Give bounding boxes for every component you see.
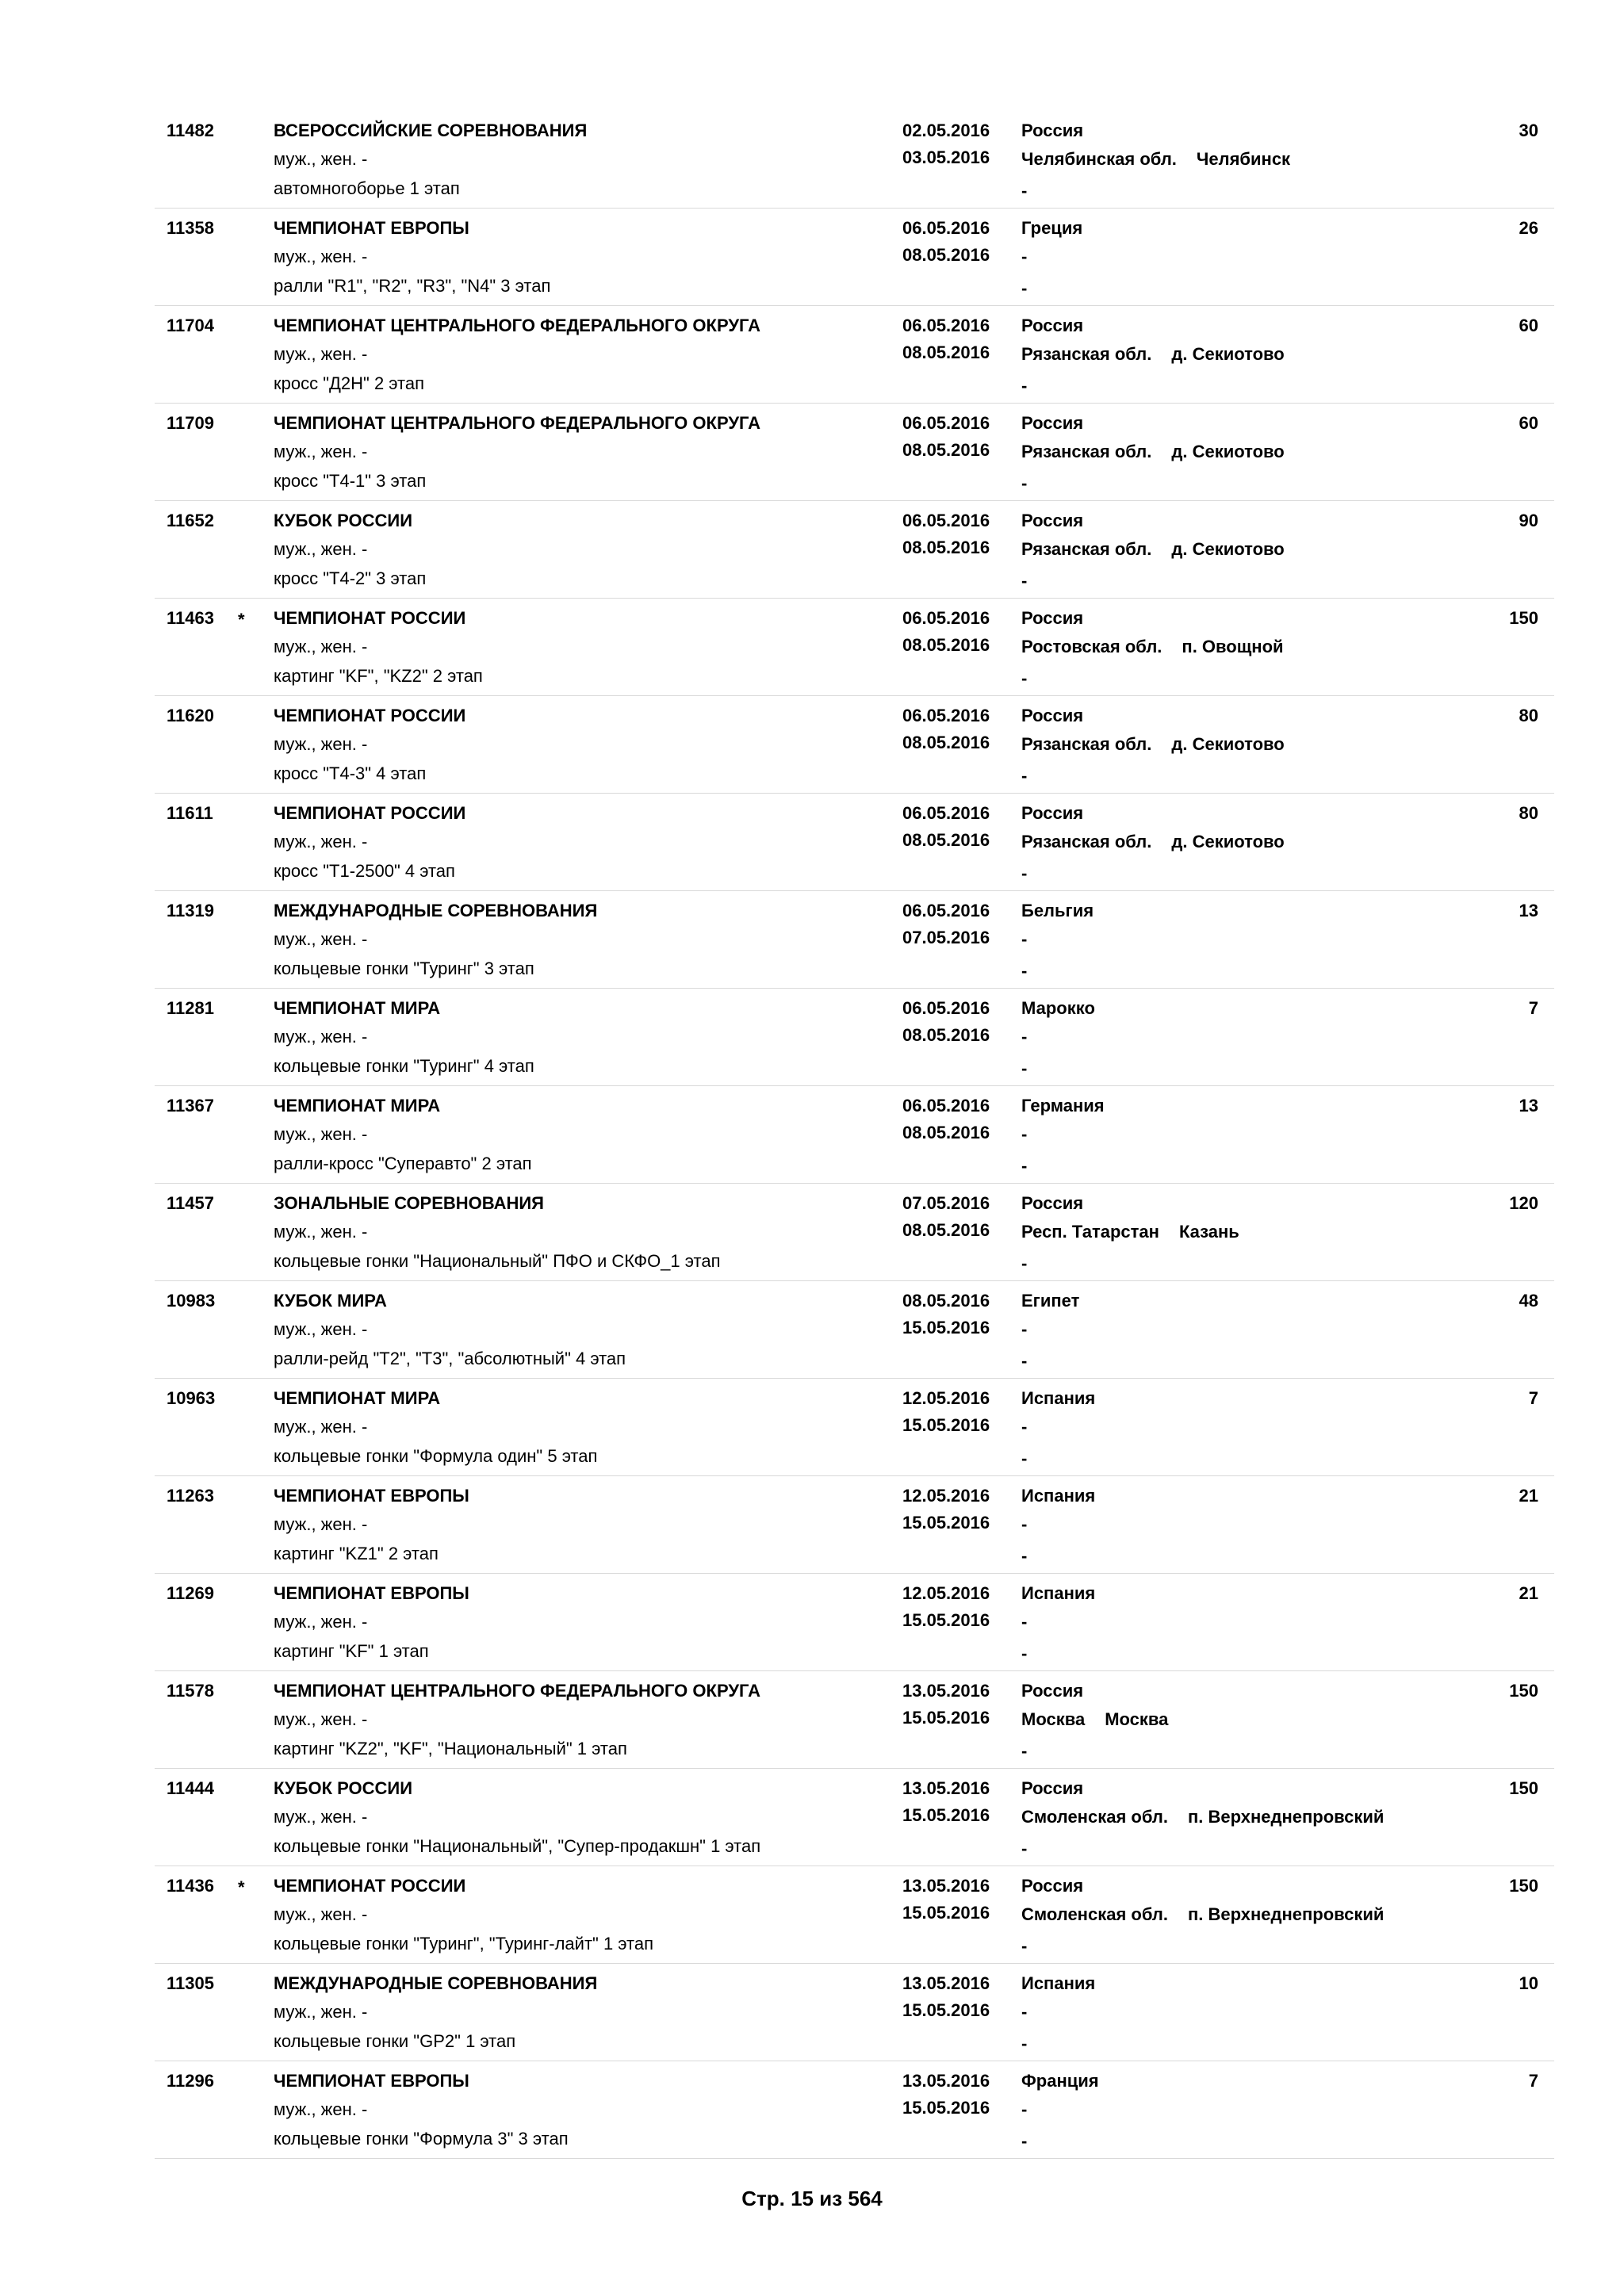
discipline-label: кольцевые гонки "Туринг" 3 этап xyxy=(274,959,534,978)
participant-count: 150 xyxy=(1509,1681,1538,1701)
date-start: 02.05.2016 xyxy=(902,121,990,140)
city-name: д. Секиотово xyxy=(1171,442,1285,461)
city-name: д. Секиотово xyxy=(1171,344,1285,364)
location xyxy=(1021,1222,1239,1242)
country-name: Россия xyxy=(1021,1681,1084,1701)
event-title: ЧЕМПИОНАТ ЕВРОПЫ xyxy=(274,218,469,238)
date-end: 15.05.2016 xyxy=(902,1318,990,1337)
event-id: 11263 xyxy=(167,1486,214,1506)
date-start: 06.05.2016 xyxy=(902,413,990,433)
event-title: ЗОНАЛЬНЫЕ СОРЕВНОВАНИЯ xyxy=(274,1193,544,1213)
region-name: - xyxy=(1021,1514,1028,1534)
row-dash: - xyxy=(1021,766,1028,786)
region-name: Рязанская обл. xyxy=(1021,539,1152,559)
event-id: 11319 xyxy=(167,901,214,920)
gender-label: муж., жен. - xyxy=(274,442,368,461)
row-dash: - xyxy=(1021,1839,1028,1858)
location xyxy=(1021,1709,1168,1730)
row-dash: - xyxy=(1021,376,1028,396)
event-title: ЧЕМПИОНАТ РОССИИ xyxy=(274,706,466,725)
event-title: МЕЖДУНАРОДНЫЕ СОРЕВНОВАНИЯ xyxy=(274,901,598,920)
location xyxy=(1021,637,1284,657)
date-end: 03.05.2016 xyxy=(902,147,990,167)
participant-count: 21 xyxy=(1519,1583,1538,1603)
event-title: КУБОК МИРА xyxy=(274,1291,387,1311)
country-name: Россия xyxy=(1021,803,1084,823)
country-name: Германия xyxy=(1021,1096,1105,1115)
city-name: Москва xyxy=(1105,1709,1169,1729)
country-name: Россия xyxy=(1021,121,1084,140)
date-start: 06.05.2016 xyxy=(902,998,990,1018)
row-dash: - xyxy=(1021,1156,1028,1176)
star-mark: * xyxy=(238,1877,245,1897)
page-footer: Стр. 15 из 564 xyxy=(741,2187,883,2210)
gender-label: муж., жен. - xyxy=(274,2002,368,2022)
discipline-label: ралли-рейд "Т2", "Т3", "абсолютный" 4 этап xyxy=(274,1349,626,1368)
table-row xyxy=(155,1769,1554,1866)
entries-table xyxy=(155,111,1554,2159)
country-name: Россия xyxy=(1021,608,1084,628)
event-id: 11578 xyxy=(167,1681,214,1701)
event-title: ЧЕМПИОНАТ ЦЕНТРАЛЬНОГО ФЕДЕРАЛЬНОГО ОКРУГА xyxy=(274,413,760,433)
table-row xyxy=(155,111,1554,209)
event-id: 11652 xyxy=(167,511,214,530)
date-start: 06.05.2016 xyxy=(902,803,990,823)
event-id: 11269 xyxy=(167,1583,214,1603)
gender-label: муж., жен. - xyxy=(274,1319,368,1339)
region-name: - xyxy=(1021,2099,1028,2119)
date-start: 06.05.2016 xyxy=(902,901,990,920)
participant-count: 150 xyxy=(1509,1778,1538,1798)
row-dash: - xyxy=(1021,961,1028,981)
date-start: 06.05.2016 xyxy=(902,316,990,335)
gender-label: муж., жен. - xyxy=(274,1709,368,1729)
gender-label: муж., жен. - xyxy=(274,1417,368,1437)
event-title: ВСЕРОССИЙСКИЕ СОРЕВНОВАНИЯ xyxy=(274,121,588,140)
table-row xyxy=(155,891,1554,989)
event-id: 10983 xyxy=(167,1291,216,1311)
gender-label: муж., жен. - xyxy=(274,1222,368,1242)
region-name: Респ. Татарстан xyxy=(1021,1222,1159,1242)
table-row xyxy=(155,1476,1554,1574)
gender-label: муж., жен. - xyxy=(274,1124,368,1144)
location xyxy=(1021,1612,1047,1632)
event-id: 11358 xyxy=(167,218,214,238)
participant-count: 21 xyxy=(1519,1486,1538,1506)
table-row xyxy=(155,209,1554,306)
date-end: 15.05.2016 xyxy=(902,1903,990,1923)
gender-label: муж., жен. - xyxy=(274,344,368,364)
event-id: 11709 xyxy=(167,413,214,433)
participant-count: 48 xyxy=(1519,1291,1538,1311)
participant-count: 7 xyxy=(1528,1388,1538,1408)
location xyxy=(1021,1027,1047,1047)
region-name: - xyxy=(1021,1124,1028,1144)
location xyxy=(1021,929,1047,950)
country-name: Испания xyxy=(1021,1973,1096,1993)
date-end: 15.05.2016 xyxy=(902,1513,990,1533)
country-name: Россия xyxy=(1021,316,1084,335)
discipline-label: кольцевые гонки "Туринг" 4 этап xyxy=(274,1056,534,1076)
row-dash: - xyxy=(1021,473,1028,493)
region-name: Рязанская обл. xyxy=(1021,832,1152,851)
event-title: ЧЕМПИОНАТ ЦЕНТРАЛЬНОГО ФЕДЕРАЛЬНОГО ОКРУГА xyxy=(274,316,760,335)
row-dash: - xyxy=(1021,1058,1028,1078)
gender-label: муж., жен. - xyxy=(274,1612,368,1632)
discipline-label: кольцевые гонки "Формула один" 5 этап xyxy=(274,1446,598,1466)
table-row xyxy=(155,2061,1554,2159)
discipline-label: кросс "Т4-3" 4 этап xyxy=(274,763,427,783)
country-name: Россия xyxy=(1021,1778,1084,1798)
country-name: Франция xyxy=(1021,2071,1099,2091)
date-end: 08.05.2016 xyxy=(902,830,990,850)
date-end: 08.05.2016 xyxy=(902,1220,990,1240)
discipline-label: картинг "KF" 1 этап xyxy=(274,1641,429,1661)
date-end: 15.05.2016 xyxy=(902,2000,990,2020)
location xyxy=(1021,247,1047,267)
event-title: ЧЕМПИОНАТ МИРА xyxy=(274,998,441,1018)
participant-count: 80 xyxy=(1519,803,1538,823)
event-title: ЧЕМПИОНАТ МИРА xyxy=(274,1096,441,1115)
gender-label: муж., жен. - xyxy=(274,637,368,656)
event-title: ЧЕМПИОНАТ РОССИИ xyxy=(274,803,466,823)
region-name: - xyxy=(1021,1612,1028,1632)
event-id: 11281 xyxy=(167,998,214,1018)
date-end: 07.05.2016 xyxy=(902,928,990,947)
location xyxy=(1021,1514,1047,1535)
region-name: Смоленская обл. xyxy=(1021,1807,1168,1827)
city-name: п. Верхнеднепровский xyxy=(1187,1807,1385,1827)
table-row xyxy=(155,501,1554,599)
table-row xyxy=(155,696,1554,794)
region-name: - xyxy=(1021,2002,1028,2022)
region-name: Челябинская обл. xyxy=(1021,149,1177,169)
row-dash: - xyxy=(1021,2034,1028,2053)
event-title: ЧЕМПИОНАТ ЕВРОПЫ xyxy=(274,1486,469,1506)
row-dash: - xyxy=(1021,1741,1028,1761)
country-name: Египет xyxy=(1021,1291,1080,1311)
date-end: 08.05.2016 xyxy=(902,733,990,752)
region-name: Москва xyxy=(1021,1709,1086,1729)
date-end: 15.05.2016 xyxy=(902,1415,990,1435)
date-end: 08.05.2016 xyxy=(902,538,990,557)
gender-label: муж., жен. - xyxy=(274,1027,368,1047)
participant-count: 60 xyxy=(1519,316,1538,335)
event-title: ЧЕМПИОНАТ ЕВРОПЫ xyxy=(274,1583,469,1603)
table-row xyxy=(155,1379,1554,1476)
participant-count: 7 xyxy=(1528,998,1538,1018)
city-name: п. Овощной xyxy=(1182,637,1284,656)
discipline-label: кросс "Т4-2" 3 этап xyxy=(274,568,427,588)
country-name: Испания xyxy=(1021,1486,1096,1506)
table-row xyxy=(155,404,1554,501)
date-start: 13.05.2016 xyxy=(902,1973,990,1993)
event-title: КУБОК РОССИИ xyxy=(274,511,413,530)
country-name: Россия xyxy=(1021,511,1084,530)
city-name: д. Секиотово xyxy=(1171,539,1285,559)
star-mark: * xyxy=(238,610,245,629)
participant-count: 150 xyxy=(1509,608,1538,628)
country-name: Марокко xyxy=(1021,998,1095,1018)
location xyxy=(1021,1807,1384,1827)
row-dash: - xyxy=(1021,668,1028,688)
date-end: 08.05.2016 xyxy=(902,635,990,655)
city-name: Казань xyxy=(1178,1222,1239,1242)
region-name: - xyxy=(1021,1319,1028,1339)
event-id: 11482 xyxy=(167,121,214,140)
country-name: Россия xyxy=(1021,1876,1084,1896)
location xyxy=(1021,1319,1047,1340)
event-title: ЧЕМПИОНАТ МИРА xyxy=(274,1388,441,1408)
location xyxy=(1021,1124,1047,1145)
event-id: 11444 xyxy=(167,1778,214,1798)
row-dash: - xyxy=(1021,863,1028,883)
event-title: КУБОК РОССИИ xyxy=(274,1778,413,1798)
region-name: Ростовская обл. xyxy=(1021,637,1162,656)
row-dash: - xyxy=(1021,1546,1028,1566)
participant-count: 80 xyxy=(1519,706,1538,725)
discipline-label: ралли "R1", "R2", "R3", "N4" 3 этап xyxy=(274,276,551,296)
location xyxy=(1021,2099,1047,2120)
discipline-label: ралли-кросс "Суперавто" 2 этап xyxy=(274,1154,532,1173)
gender-label: муж., жен. - xyxy=(274,2099,368,2119)
row-dash: - xyxy=(1021,571,1028,591)
discipline-label: кольцевые гонки "Национальный", "Супер-продакшн" 1 этап xyxy=(274,1836,761,1856)
participant-count: 10 xyxy=(1519,1973,1538,1993)
table-row xyxy=(155,1866,1554,1964)
date-end: 15.05.2016 xyxy=(902,1805,990,1825)
participant-count: 90 xyxy=(1519,511,1538,530)
date-end: 15.05.2016 xyxy=(902,1610,990,1630)
region-name: Смоленская обл. xyxy=(1021,1904,1168,1924)
discipline-label: картинг "KZ1" 2 этап xyxy=(274,1544,439,1563)
event-id: 11704 xyxy=(167,316,214,335)
participant-count: 7 xyxy=(1528,2071,1538,2091)
event-title: ЧЕМПИОНАТ РОССИИ xyxy=(274,1876,466,1896)
city-name: д. Секиотово xyxy=(1171,734,1285,754)
date-start: 06.05.2016 xyxy=(902,1096,990,1115)
event-id: 11463 xyxy=(167,608,214,628)
country-name: Испания xyxy=(1021,1583,1096,1603)
region-name: Рязанская обл. xyxy=(1021,344,1152,364)
event-id: 11296 xyxy=(167,2071,214,2091)
event-title: ЧЕМПИОНАТ ЦЕНТРАЛЬНОГО ФЕДЕРАЛЬНОГО ОКРУГА xyxy=(274,1681,760,1701)
discipline-label: кросс "Д2Н" 2 этап xyxy=(274,373,425,393)
participant-count: 13 xyxy=(1519,1096,1538,1115)
region-name: - xyxy=(1021,929,1028,949)
participant-count: 120 xyxy=(1509,1193,1538,1213)
event-id: 11620 xyxy=(167,706,214,725)
country-name: Россия xyxy=(1021,1193,1084,1213)
date-start: 07.05.2016 xyxy=(902,1193,990,1213)
table-row xyxy=(155,1086,1554,1184)
location xyxy=(1021,442,1285,462)
country-name: Россия xyxy=(1021,413,1084,433)
row-dash: - xyxy=(1021,2131,1028,2151)
date-end: 08.05.2016 xyxy=(902,342,990,362)
discipline-label: картинг "KF", "KZ2" 2 этап xyxy=(274,666,483,686)
gender-label: муж., жен. - xyxy=(274,1514,368,1534)
event-title: ЧЕМПИОНАТ ЕВРОПЫ xyxy=(274,2071,469,2091)
discipline-label: кольцевые гонки "Формула 3" 3 этап xyxy=(274,2129,569,2149)
participant-count: 30 xyxy=(1519,121,1538,140)
table-row xyxy=(155,1964,1554,2061)
date-start: 13.05.2016 xyxy=(902,2071,990,2091)
location xyxy=(1021,734,1285,755)
discipline-label: кросс "Т1-2500" 4 этап xyxy=(274,861,455,881)
location xyxy=(1021,344,1285,365)
gender-label: муж., жен. - xyxy=(274,1904,368,1924)
country-name: Испания xyxy=(1021,1388,1096,1408)
city-name: д. Секиотово xyxy=(1171,832,1285,851)
discipline-label: картинг "KZ2", "KF", "Национальный" 1 этап xyxy=(274,1739,627,1758)
city-name: п. Верхнеднепровский xyxy=(1187,1904,1385,1924)
table-row xyxy=(155,1184,1554,1281)
event-id: 11611 xyxy=(167,803,213,823)
participant-count: 150 xyxy=(1509,1876,1538,1896)
date-end: 08.05.2016 xyxy=(902,1123,990,1142)
row-dash: - xyxy=(1021,1644,1028,1663)
gender-label: муж., жен. - xyxy=(274,149,368,169)
discipline-label: кросс "Т4-1" 3 этап xyxy=(274,471,427,491)
table-row xyxy=(155,989,1554,1086)
event-id: 10963 xyxy=(167,1388,216,1408)
participant-count: 26 xyxy=(1519,218,1538,238)
country-name: Греция xyxy=(1021,218,1083,238)
date-start: 06.05.2016 xyxy=(902,511,990,530)
date-end: 08.05.2016 xyxy=(902,1025,990,1045)
date-start: 06.05.2016 xyxy=(902,218,990,238)
gender-label: муж., жен. - xyxy=(274,929,368,949)
discipline-label: кольцевые гонки "Национальный" ПФО и СКФО_1 этап xyxy=(274,1251,721,1271)
gender-label: муж., жен. - xyxy=(274,832,368,851)
date-start: 06.05.2016 xyxy=(902,706,990,725)
location xyxy=(1021,2002,1047,2022)
location xyxy=(1021,1904,1384,1925)
participant-count: 13 xyxy=(1519,901,1538,920)
row-dash: - xyxy=(1021,1351,1028,1371)
discipline-label: кольцевые гонки "GP2" 1 этап xyxy=(274,2031,516,2051)
region-name: - xyxy=(1021,1417,1028,1437)
participant-count: 60 xyxy=(1519,413,1538,433)
country-name: Бельгия xyxy=(1021,901,1094,920)
row-dash: - xyxy=(1021,1448,1028,1468)
location xyxy=(1021,149,1290,170)
event-id: 11367 xyxy=(167,1096,214,1115)
region-name: Рязанская обл. xyxy=(1021,442,1152,461)
event-id: 11305 xyxy=(167,1973,214,1993)
table-row xyxy=(155,1671,1554,1769)
location xyxy=(1021,1417,1047,1437)
event-id: 11457 xyxy=(167,1193,214,1213)
date-start: 08.05.2016 xyxy=(902,1291,990,1311)
table-row xyxy=(155,1281,1554,1379)
date-start: 13.05.2016 xyxy=(902,1876,990,1896)
row-dash: - xyxy=(1021,1253,1028,1273)
date-start: 12.05.2016 xyxy=(902,1388,990,1408)
row-dash: - xyxy=(1021,1936,1028,1956)
date-start: 13.05.2016 xyxy=(902,1778,990,1798)
gender-label: муж., жен. - xyxy=(274,1807,368,1827)
table-row xyxy=(155,599,1554,696)
table-row xyxy=(155,306,1554,404)
date-end: 08.05.2016 xyxy=(902,245,990,265)
location xyxy=(1021,832,1285,852)
date-start: 12.05.2016 xyxy=(902,1486,990,1506)
event-title: ЧЕМПИОНАТ РОССИИ xyxy=(274,608,466,628)
gender-label: муж., жен. - xyxy=(274,247,368,266)
date-start: 13.05.2016 xyxy=(902,1681,990,1701)
discipline-label: кольцевые гонки "Туринг", "Туринг-лайт" 1 этап xyxy=(274,1934,654,1954)
table-row xyxy=(155,794,1554,891)
location xyxy=(1021,539,1285,560)
event-title: МЕЖДУНАРОДНЫЕ СОРЕВНОВАНИЯ xyxy=(274,1973,598,1993)
date-end: 15.05.2016 xyxy=(902,2098,990,2118)
event-id: 11436 xyxy=(167,1876,214,1896)
gender-label: муж., жен. - xyxy=(274,734,368,754)
row-dash: - xyxy=(1021,278,1028,298)
country-name: Россия xyxy=(1021,706,1084,725)
region-name: - xyxy=(1021,1027,1028,1047)
date-start: 12.05.2016 xyxy=(902,1583,990,1603)
date-end: 15.05.2016 xyxy=(902,1708,990,1728)
region-name: - xyxy=(1021,247,1028,266)
discipline-label: автомногоборье 1 этап xyxy=(274,178,460,198)
date-end: 08.05.2016 xyxy=(902,440,990,460)
city-name: Челябинск xyxy=(1196,149,1291,169)
table-row xyxy=(155,1574,1554,1671)
region-name: Рязанская обл. xyxy=(1021,734,1152,754)
row-dash: - xyxy=(1021,181,1028,201)
date-start: 06.05.2016 xyxy=(902,608,990,628)
gender-label: муж., жен. - xyxy=(274,539,368,559)
